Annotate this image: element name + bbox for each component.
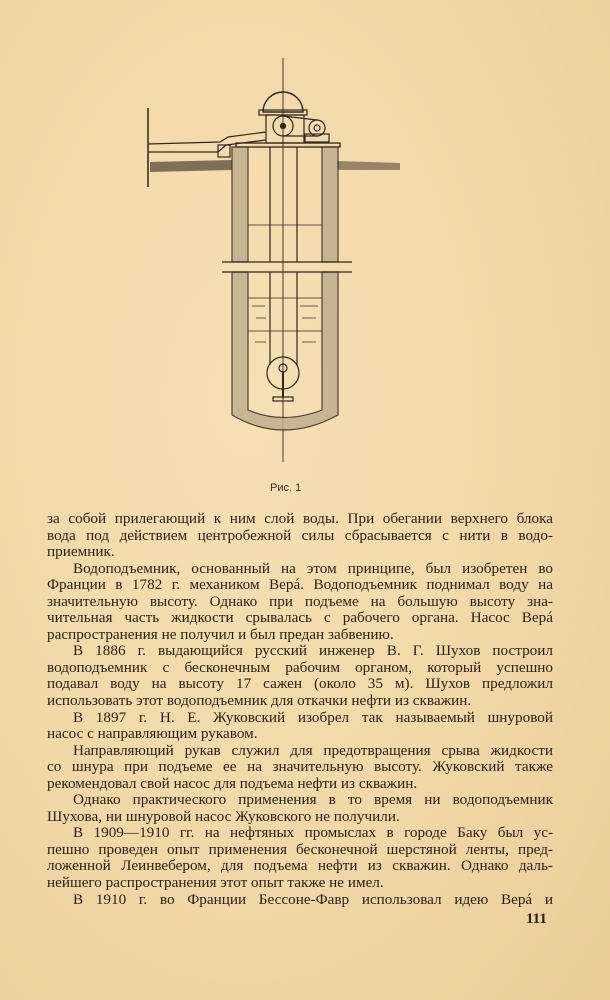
- body-text: [47, 511, 553, 908]
- text-line: нейшего распространения этот опыт также не имел.: [47, 874, 384, 892]
- text-line: В 1886 г. выдающийся русский инженер В. Г. Шухов построил: [73, 642, 553, 660]
- text-line: вода под действием центробежной силы сбрасывается с нити в водо-: [47, 526, 553, 544]
- figure-caption: Рис. 1: [270, 482, 302, 494]
- text-line: Водоподъемник, основанный на этом принципе, был изобретен во: [73, 559, 553, 577]
- text-line: значительную высоту. Однако при подъеме на большую высоту зна-: [47, 592, 553, 610]
- text-line: насос с направляющим рукавом.: [47, 725, 258, 743]
- text-line: В 1897 г. Н. Е. Жуковский изобрел так называемый шнуровой: [73, 708, 553, 726]
- page-number: 111: [526, 911, 547, 927]
- text-line: пешно проведен опыт применения бесконечной шерстяной ленты, пред-: [47, 840, 553, 858]
- text-line: Франции в 1782 г. механиком Верá. Водоподъемник поднимал воду на: [47, 576, 553, 594]
- text-line: подавал воду на высоту 17 сажен (около 35 м). Шухов предложил: [47, 675, 553, 693]
- text-line: распространения не получил и был предан забвению.: [47, 625, 394, 643]
- text-line: приемник.: [47, 543, 115, 561]
- text-line: со шнура при подъеме ее на значительную высоту. Жуковский также: [47, 758, 553, 776]
- text-line: Однако практического применения в то время ни водоподъемник: [73, 791, 553, 809]
- text-line: Направляющий рукав служил для предотвращения срыва жидкости: [73, 741, 553, 759]
- well-pump-diagram: [0, 0, 610, 480]
- text-line: использовать этот водоподъемник для откачки нефти из скважин.: [47, 692, 472, 710]
- text-line: В 1910 г. во Франции Бессоне-Фавр использовал идею Верá и: [73, 890, 553, 908]
- text-line: ложенной Леинвебером, для подъема нефти из скважин. Однако даль-: [47, 857, 553, 875]
- text-line: водоподъемник с бесконечным рабочим органом, который успешно: [47, 658, 553, 676]
- text-line: чительная часть жидкости срывалась с рабочего органа. Насос Верá: [47, 609, 553, 627]
- text-line: за собой прилегающий к ним слой воды. При обегании верхнего блока: [47, 510, 553, 527]
- text-line: Шухова, ни шнуровой насос Жуковского не получили.: [47, 807, 400, 825]
- text-line: В 1909—1910 гг. на нефтяных промыслах в городе Баку был ус-: [73, 824, 553, 842]
- text-line: рекомендовал свой насос для подъема нефти из скважин.: [47, 774, 418, 792]
